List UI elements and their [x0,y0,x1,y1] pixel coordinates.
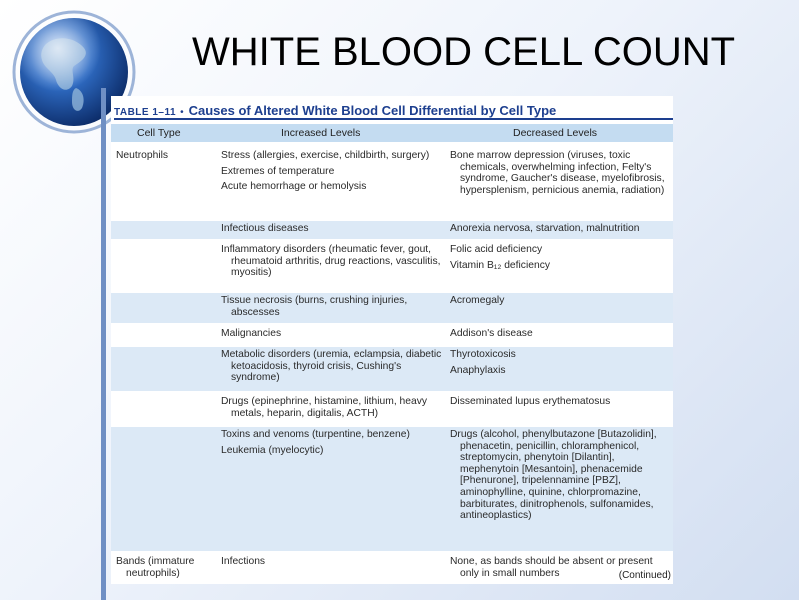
table-row [111,242,673,290]
header-decreased: Decreased Levels [513,127,598,139]
cell-type [111,394,219,424]
increased-cell-entry: Infections [221,556,266,567]
decreased-cell [446,347,673,391]
decreased-cell-entry: Bone marrow depression (viruses, toxic chemicals, overwhelming infection, Felty's syndrome, Gaucher's disease, myelofibrosis, hypersplenism, pernicious anemia, radiation) [450,150,665,196]
table-row [111,221,673,239]
decreased-cell-entry: Thyrotoxicosis [450,349,516,360]
decreased-cell-entry: Disseminated lupus erythematosus [450,396,611,407]
increased-cell-entry: Leukemia (myelocytic) [221,444,324,456]
increased-cell-entry: Metabolic disorders (uremia, eclampsia, diabetic ketoacidosis, thyroid crisis, Cushing's syndrome) [221,349,442,384]
cell-type [111,221,219,239]
table-row [111,554,673,586]
decreased-cell-entry: Acromegaly [450,295,505,306]
cell-type [111,347,219,391]
decreased-cell-entry: Addison's disease [450,328,533,339]
cell-type: Bands (immature neutrophils) [116,556,195,579]
increased-cell [219,394,446,424]
increased-cell [219,427,446,551]
increased-cell [219,221,446,239]
slide-title: WHITE BLOOD CELL COUNT [192,30,736,74]
increased-cell [219,347,446,391]
table-header [111,124,673,142]
table-row [111,394,673,424]
table-row [111,326,673,344]
increased-cell-entry: Toxins and venoms (turpentine, benzene) [221,429,410,440]
decreased-cell [446,293,673,323]
increased-cell [219,242,446,290]
table-image [111,96,673,584]
decreased-cell-entry: Anorexia nervosa, starvation, malnutrition [450,223,640,234]
continued-note: (Continued) [618,570,671,581]
increased-cell-entry: Acute hemorrhage or hemolysis [221,181,367,193]
decreased-cell [446,242,673,290]
table-caption [114,102,673,120]
table-title: Causes of Altered White Blood Cell Differential by Cell Type [188,103,557,118]
decreased-cell [446,221,673,239]
table-row [111,148,673,218]
cell-type [111,427,219,551]
table-row [111,347,673,391]
table-row [111,293,673,323]
caption-separator: • [180,107,184,118]
increased-cell-entry: Tissue necrosis (burns, crushing injuries, abscesses [221,295,408,318]
decreased-cell [446,326,673,344]
increased-cell [219,326,446,344]
table-row [111,427,673,551]
decreased-cell-entry: Folic acid deficiency [450,244,543,255]
decreased-cell-entry: Drugs (alcohol, phenylbutazone [Butazolidin], phenacetin, penicillin, chloramphenicol, streptomycin, phenytoin [Dilantin], mephenytoin [Mesantoin], phenacemide [Phenurone], tripelennamine [PBZ], aminophylline, quinine, chlorpromazine, barbiturates, dinitrophenols, sulfonamides, antineoplastics) [450,429,657,522]
vertical-divider [101,88,106,600]
decreased-cell-entry: None, as bands should be absent or present only in small numbers [450,556,653,579]
increased-cell-entry: Inflammatory disorders (rheumatic fever, gout, rheumatoid arthritis, drug reactions, vasculitis, myositis) [221,244,441,279]
cell-type: Neutrophils [116,150,169,161]
increased-cell-entry: Stress (allergies, exercise, childbirth, surgery) [221,150,430,161]
increased-cell [219,554,446,586]
decreased-cell [446,148,673,218]
increased-cell-entry: Infectious diseases [221,223,309,234]
table-body [111,148,673,589]
header-cell-type: Cell Type [137,127,181,139]
decreased-cell-entry: Vitamin B₁₂ deficiency [450,259,550,271]
decreased-cell [446,427,673,551]
table-number: TABLE 1–11 [114,107,177,118]
increased-cell [219,148,446,218]
increased-cell-entry: Malignancies [221,328,282,339]
decreased-cell [446,394,673,424]
header-increased: Increased Levels [281,127,361,139]
decreased-cell-entry: Anaphylaxis [450,364,506,376]
cell-type [111,293,219,323]
cell-type [111,326,219,344]
increased-cell [219,293,446,323]
increased-cell-entry: Drugs (epinephrine, histamine, lithium, heavy metals, heparin, digitalis, ACTH) [221,396,428,419]
increased-cell-entry: Extremes of temperature [221,165,335,177]
cell-type [111,242,219,290]
